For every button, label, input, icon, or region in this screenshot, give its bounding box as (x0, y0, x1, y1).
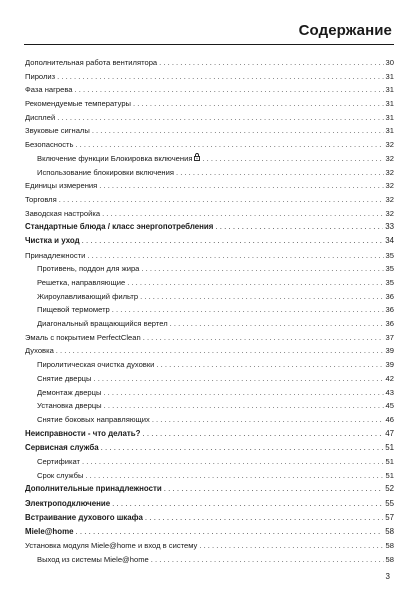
toc-entry[interactable] (25, 525, 394, 539)
toc-entry-title: Пиролиз (25, 71, 56, 81)
toc-entry-title: Эмаль с покрытием PerfectClean (25, 332, 141, 342)
toc-entry-page: 52 (385, 484, 394, 494)
toc-dot-leader (159, 56, 383, 70)
toc-entry[interactable] (25, 553, 394, 567)
toc-entry-page: 55 (385, 498, 394, 508)
toc-entry-title: Снятие боковых направляющих (37, 414, 150, 424)
toc-dot-leader (152, 413, 384, 427)
toc-entry-page: 32 (385, 153, 394, 163)
toc-dot-leader (82, 455, 384, 469)
title-divider (24, 44, 394, 45)
toc-entry[interactable] (25, 386, 394, 400)
toc-entry[interactable] (25, 166, 394, 180)
toc-entry[interactable] (25, 511, 394, 525)
toc-entry-page: 42 (385, 373, 394, 383)
toc-entry[interactable] (25, 193, 394, 207)
toc-entry-title: Демонтаж дверцы (37, 387, 102, 397)
toc-dot-leader (59, 193, 384, 207)
toc-entry-title: Решетка, направляющие (37, 278, 126, 287)
toc-entry-page: 33 (385, 222, 394, 232)
toc-entry[interactable] (25, 70, 394, 84)
toc-entry-title: Сервисная служба (25, 442, 99, 452)
toc-entry-page: 35 (385, 250, 394, 260)
toc-entry[interactable] (25, 482, 394, 496)
toc-entry[interactable] (25, 56, 394, 70)
toc-entry[interactable] (25, 455, 394, 469)
toc-entry-title: Рекомендуемые температуры (25, 99, 132, 109)
toc-entry[interactable] (25, 539, 394, 553)
toc-dot-leader (104, 399, 384, 413)
toc-dot-leader (127, 276, 383, 290)
toc-entry[interactable] (25, 372, 394, 386)
toc-entry-page: 32 (385, 140, 394, 150)
toc-entry[interactable] (25, 317, 394, 331)
toc-dot-leader (57, 111, 383, 125)
table-of-contents (25, 56, 394, 566)
toc-entry-title: Неисправности - что делать? (25, 428, 141, 438)
toc-entry-title: Духовка (25, 346, 54, 356)
toc-entry[interactable] (25, 138, 394, 152)
toc-entry[interactable] (25, 427, 394, 441)
toc-entry-title: Звуковые сигналы (25, 126, 90, 136)
toc-entry-title: Выход из системы Miele@home (37, 554, 149, 564)
toc-entry[interactable] (25, 262, 394, 276)
toc-dot-leader (99, 179, 383, 193)
toc-entry-page: 32 (385, 194, 394, 204)
toc-entry-title: Дополнительная работа вентилятора (25, 58, 158, 67)
toc-entry[interactable] (25, 413, 394, 427)
toc-entry-title: Стандартные блюда / класс энергопотребления (25, 222, 214, 232)
toc-dot-leader (141, 262, 383, 276)
toc-entry-page: 37 (385, 332, 394, 342)
toc-entry-page: 39 (385, 346, 394, 356)
page-number: 3 (385, 572, 390, 581)
toc-entry-page: 31 (385, 71, 394, 81)
toc-entry[interactable] (25, 249, 394, 263)
toc-dot-leader (140, 290, 383, 304)
toc-entry[interactable] (25, 303, 394, 317)
toc-entry-page: 31 (385, 85, 394, 95)
toc-entry-page: 36 (385, 291, 394, 301)
toc-entry-page: 39 (385, 360, 394, 370)
toc-entry-page: 43 (385, 387, 394, 397)
toc-entry-title: Жироулавливающий фильтр (37, 291, 139, 301)
toc-entry-title: Пиролитическая очистка духовки (37, 360, 155, 370)
toc-entry-title: Установка модуля Miele@home и вход в систему (25, 541, 198, 551)
toc-entry-page: 31 (385, 99, 394, 109)
toc-entry-page: 51 (385, 470, 394, 480)
toc-entry[interactable] (25, 124, 394, 138)
toc-dot-leader (215, 220, 383, 234)
page-title: Содержание (298, 22, 392, 39)
toc-dot-leader (75, 525, 383, 539)
toc-entry[interactable] (25, 276, 394, 290)
toc-entry-title: Безопасность (25, 140, 74, 150)
toc-dot-leader (57, 70, 383, 84)
toc-entry-title: Включение функции Блокировка включения (37, 153, 193, 163)
toc-entry-page: 36 (385, 319, 394, 329)
toc-entry[interactable] (25, 469, 394, 483)
toc-entry[interactable] (25, 441, 394, 455)
toc-entry-title: Дополнительные принадлежности (25, 484, 162, 494)
toc-entry-page: 36 (385, 305, 394, 315)
toc-entry[interactable] (25, 399, 394, 413)
toc-entry[interactable] (25, 97, 394, 111)
toc-dot-leader (112, 497, 383, 511)
toc-dot-leader (143, 331, 384, 345)
toc-dot-leader (199, 539, 383, 553)
toc-entry[interactable] (25, 179, 394, 193)
toc-entry-title: Miele@home (25, 526, 74, 536)
toc-dot-leader (82, 234, 384, 248)
toc-entry-title: Чистка и уход (25, 236, 80, 246)
toc-entry-page: 51 (385, 456, 394, 466)
toc-entry-page: 34 (385, 236, 394, 246)
toc-entry[interactable] (25, 344, 394, 358)
toc-entry-page: 47 (385, 428, 394, 438)
toc-entry-title: Фаза нагрева (25, 85, 73, 95)
toc-entry-title: Пищевой термометр (37, 305, 110, 315)
toc-entry-title: Электроподключение (25, 498, 111, 508)
toc-entry-page: 51 (385, 442, 394, 452)
toc-entry[interactable] (25, 220, 394, 234)
toc-entry-page: 32 (385, 181, 394, 191)
toc-dot-leader (112, 303, 384, 317)
toc-entry-title: Встраивание духового шкафа (25, 512, 143, 522)
toc-entry-page: 45 (385, 401, 394, 411)
toc-dot-leader (164, 482, 383, 496)
toc-dot-leader (170, 317, 384, 331)
toc-dot-leader (176, 166, 384, 180)
toc-dot-leader (151, 553, 384, 567)
toc-dot-leader (101, 441, 384, 455)
toc-entry-title: Единицы измерения (25, 181, 98, 191)
toc-entry-title: Установка дверцы (37, 401, 102, 411)
toc-entry[interactable] (25, 152, 394, 166)
toc-entry[interactable] (25, 234, 394, 248)
toc-dot-leader (75, 138, 383, 152)
toc-entry-page: 31 (385, 112, 394, 122)
toc-entry-title: Противень, поддон для жира (37, 264, 140, 274)
toc-dot-leader (142, 427, 383, 441)
toc-entry-page: 46 (385, 414, 394, 424)
toc-entry[interactable] (25, 83, 394, 97)
toc-dot-leader (156, 358, 383, 372)
toc-entry-page: 31 (385, 126, 394, 136)
toc-dot-leader (87, 249, 383, 263)
toc-entry[interactable] (25, 111, 394, 125)
toc-entry-title: Снятие дверцы (37, 373, 92, 383)
toc-entry-page: 35 (385, 278, 394, 287)
toc-entry-page: 58 (385, 554, 394, 564)
toc-entry-title: Принадлежности (25, 250, 86, 260)
toc-dot-leader (102, 207, 383, 221)
toc-entry[interactable] (25, 207, 394, 221)
toc-dot-leader (133, 97, 384, 111)
toc-entry-title: Использование блокировки включения (37, 167, 174, 177)
toc-entry[interactable] (25, 331, 394, 345)
toc-entry-page: 32 (385, 167, 394, 177)
toc-entry-title: Сертификат (37, 456, 80, 466)
toc-entry-title: Диагональный вращающийся вертел (37, 319, 168, 329)
toc-dot-leader (75, 83, 384, 97)
toc-entry-page: 35 (385, 264, 394, 274)
toc-entry-title: Дисплей (25, 112, 56, 122)
toc-dot-leader (93, 372, 383, 386)
toc-dot-leader (103, 386, 383, 400)
lock-icon (194, 152, 200, 160)
toc-entry-page: 58 (385, 541, 394, 551)
toc-entry-title: Заводская настройка (25, 208, 101, 218)
toc-entry-page: 58 (385, 526, 394, 536)
toc-entry-title: Срок службы (37, 470, 84, 480)
toc-dot-leader (92, 124, 384, 138)
toc-entry[interactable] (25, 497, 394, 511)
toc-entry-page: 57 (385, 512, 394, 522)
toc-entry[interactable] (25, 358, 394, 372)
toc-dot-leader (145, 511, 383, 525)
toc-dot-leader (56, 344, 384, 358)
toc-entry-title: Торговля (25, 194, 57, 204)
toc-dot-leader (202, 152, 383, 166)
toc-entry[interactable] (25, 290, 394, 304)
toc-dot-leader (85, 469, 383, 483)
toc-entry-page: 32 (385, 208, 394, 218)
toc-entry-page: 30 (385, 58, 394, 67)
